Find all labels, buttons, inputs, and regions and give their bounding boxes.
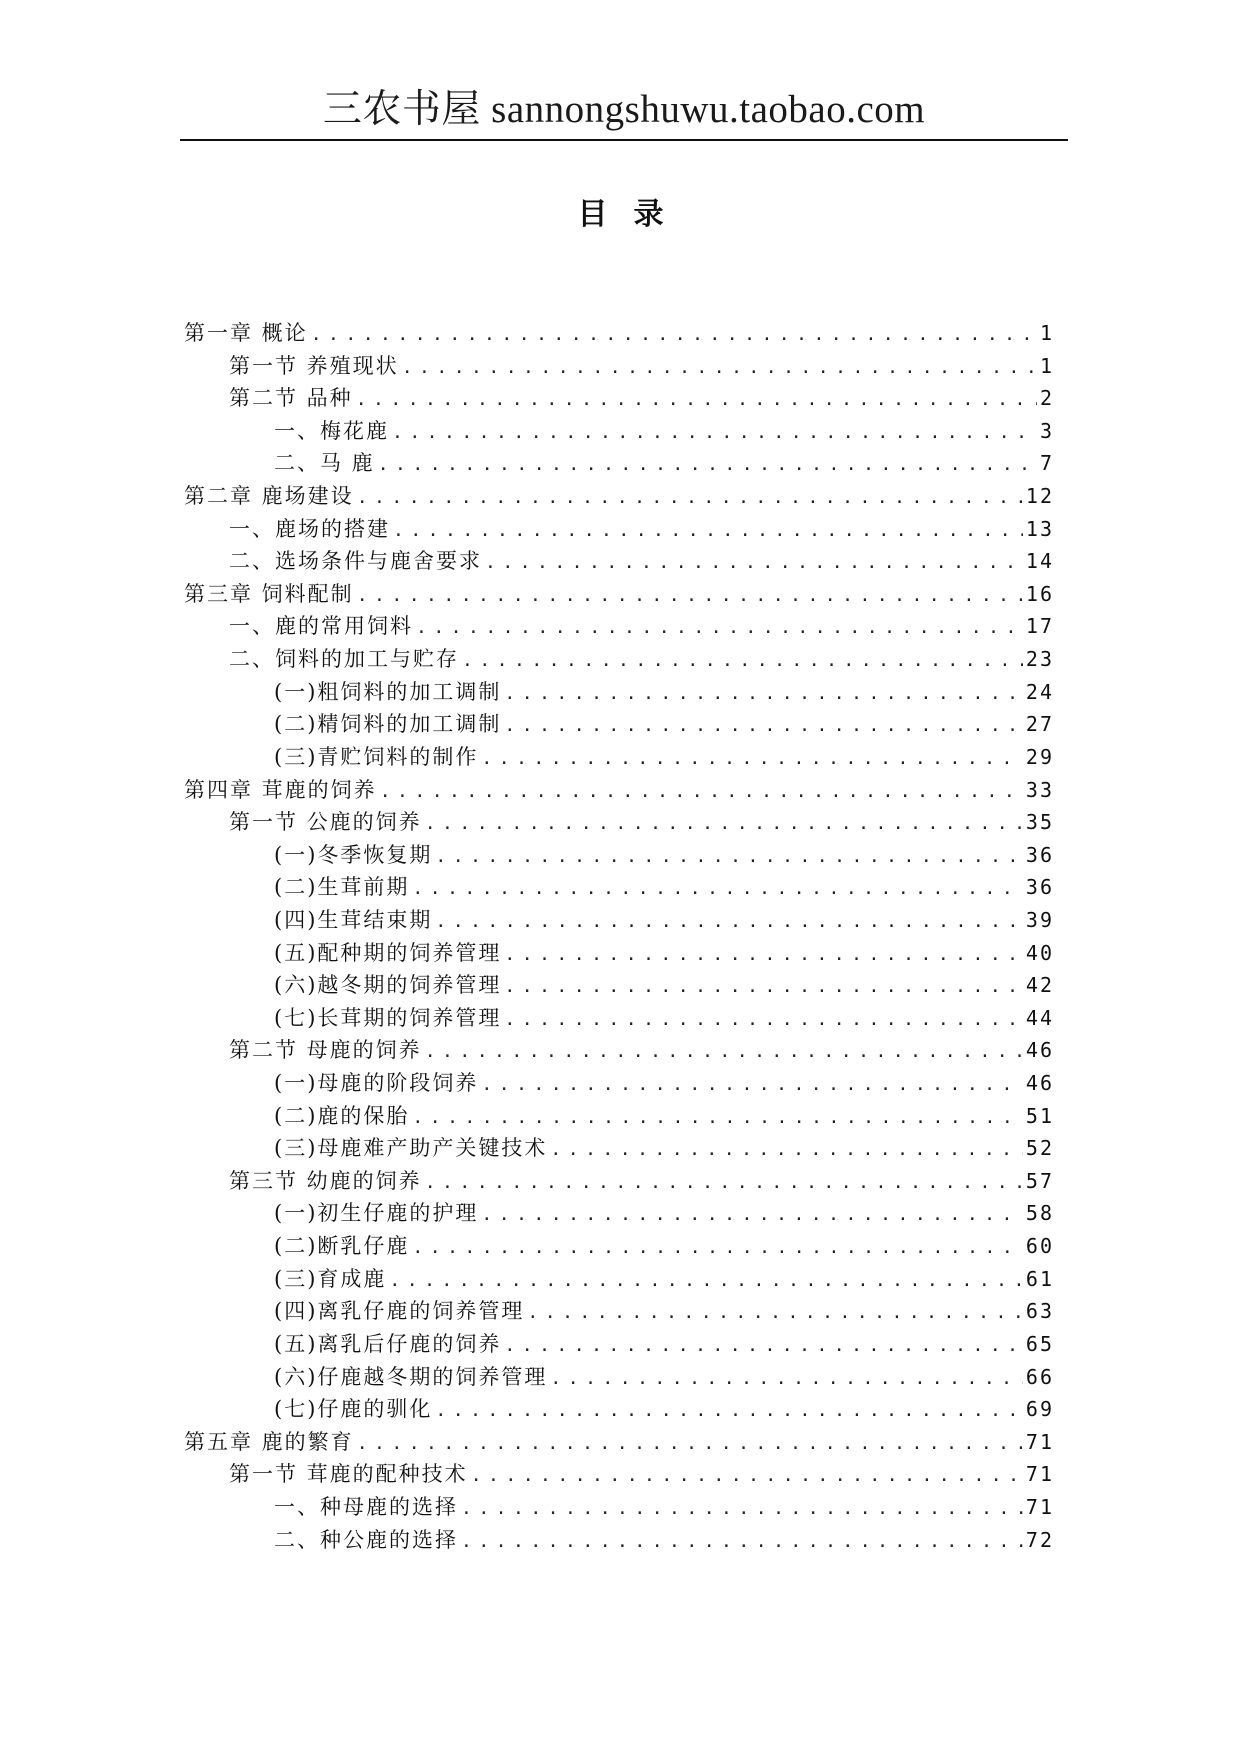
toc-page-number: 36 (1025, 875, 1054, 900)
toc-page-number: 46 (1025, 1071, 1054, 1096)
toc-entry[interactable] (184, 1328, 1054, 1361)
toc-page-number: 3 (1039, 418, 1054, 443)
toc-entry-label: (六)仔鹿越冬期的饲养管理 (274, 1364, 548, 1389)
toc-page-number: 72 (1025, 1527, 1054, 1552)
toc-entry[interactable] (184, 415, 1054, 448)
toc-dot-leader (425, 1167, 1023, 1200)
toc-dot-leader (462, 645, 1023, 678)
toc-page-number: 17 (1025, 614, 1054, 639)
toc-page-number: 35 (1025, 810, 1054, 835)
toc-dot-leader (504, 710, 1023, 743)
toc-page-number: 1 (1039, 321, 1054, 345)
toc-entry[interactable] (184, 1263, 1054, 1296)
toc-entry-label: (七)仔鹿的驯化 (274, 1397, 433, 1422)
toc-entry[interactable] (184, 1100, 1054, 1133)
toc-page-number: 46 (1025, 1038, 1054, 1063)
toc-entry[interactable] (184, 578, 1054, 611)
toc-entry[interactable] (184, 774, 1054, 807)
toc-entry-label: (二)鹿的保胎 (274, 1103, 410, 1128)
toc-entry-label: 第一节 茸鹿的配种技术 (229, 1462, 468, 1487)
toc-entry-label: 第二节 品种 (229, 386, 353, 411)
toc-dot-leader (461, 1493, 1023, 1526)
toc-dot-leader (435, 841, 1023, 874)
toc-entry[interactable] (184, 839, 1054, 872)
toc-entry-label: 一、鹿的常用饲料 (229, 614, 413, 639)
toc-dot-leader (435, 1395, 1023, 1428)
toc-entry[interactable] (184, 1132, 1054, 1165)
toc-entry-label: 第三节 幼鹿的饲养 (229, 1168, 422, 1193)
toc-page-number: 2 (1039, 386, 1054, 411)
toc-dot-leader (356, 384, 1037, 417)
toc-entry[interactable] (184, 643, 1054, 676)
toc-page-number: 44 (1025, 1005, 1054, 1030)
toc-entry-label: (五)离乳后仔鹿的饲养 (274, 1331, 502, 1356)
toc-dot-leader (311, 319, 1037, 352)
toc-dot-leader (357, 482, 1023, 515)
toc-page-number: 36 (1025, 842, 1054, 867)
toc-entry-label: 二、马 鹿 (274, 451, 375, 476)
toc-dot-leader (504, 971, 1023, 1004)
toc-entry[interactable] (184, 1524, 1054, 1557)
toc-page-number: 42 (1025, 973, 1054, 998)
toc-dot-leader (392, 417, 1037, 450)
toc-dot-leader (527, 1297, 1023, 1330)
toc-page-number: 65 (1025, 1331, 1054, 1356)
toc-page-number: 33 (1025, 777, 1054, 802)
toc-dot-leader (504, 678, 1023, 711)
toc-page-number: 40 (1025, 940, 1054, 965)
toc-entry[interactable] (184, 676, 1054, 709)
toc-page-number: 23 (1025, 647, 1054, 672)
toc-entry[interactable] (184, 708, 1054, 741)
toc-page-number: 16 (1025, 581, 1054, 606)
toc-entry-label: 二、饲料的加工与贮存 (229, 647, 459, 672)
toc-entry-label: (二)断乳仔鹿 (274, 1234, 410, 1259)
toc-dot-leader (435, 906, 1023, 939)
header-rule (180, 139, 1068, 141)
toc-dot-leader (412, 1232, 1023, 1265)
toc-entry[interactable] (184, 545, 1054, 578)
toc-entry[interactable] (184, 1426, 1054, 1459)
toc-dot-leader (393, 515, 1023, 548)
toc-dot-leader (357, 1428, 1023, 1461)
toc-entry[interactable] (184, 317, 1054, 350)
toc-dot-leader (504, 1330, 1023, 1363)
toc-entry[interactable] (184, 1393, 1054, 1426)
toc-entry-label: (三)育成鹿 (274, 1266, 387, 1291)
table-of-contents (184, 317, 1054, 1556)
toc-entry[interactable] (184, 480, 1054, 513)
toc-entry-label: (一)初生仔鹿的护理 (274, 1201, 479, 1226)
toc-page-number: 69 (1025, 1397, 1054, 1422)
toc-page-number: 29 (1025, 744, 1054, 769)
toc-dot-leader (402, 352, 1037, 385)
toc-page-number: 14 (1025, 549, 1054, 574)
toc-entry[interactable] (184, 1034, 1054, 1067)
page-title: 目录 (577, 197, 690, 232)
toc-page-number: 66 (1025, 1364, 1054, 1389)
toc-entry[interactable] (184, 1230, 1054, 1263)
toc-dot-leader (461, 1526, 1023, 1559)
toc-page-number: 12 (1025, 484, 1054, 509)
toc-dot-leader (357, 580, 1023, 613)
toc-entry[interactable] (184, 610, 1054, 643)
toc-entry[interactable] (184, 871, 1054, 904)
toc-page-number: 52 (1025, 1136, 1054, 1161)
toc-dot-leader (504, 939, 1023, 972)
toc-page-number: 7 (1039, 451, 1054, 476)
toc-entry-label: (一)冬季恢复期 (274, 842, 433, 867)
toc-entry[interactable] (184, 382, 1054, 415)
toc-page-number: 71 (1025, 1494, 1054, 1519)
toc-dot-leader (481, 1199, 1023, 1232)
toc-page-number: 27 (1025, 712, 1054, 737)
toc-dot-leader (471, 1460, 1023, 1493)
toc-page-number: 1 (1039, 353, 1054, 378)
toc-page-number: 61 (1025, 1266, 1054, 1291)
toc-entry-label: 一、梅花鹿 (274, 418, 389, 443)
toc-entry-label: 第一节 公鹿的饲养 (229, 810, 422, 835)
toc-entry[interactable] (184, 904, 1054, 937)
toc-page-number: 60 (1025, 1234, 1054, 1259)
toc-entry[interactable] (184, 447, 1054, 480)
toc-entry[interactable] (184, 741, 1054, 774)
toc-entry[interactable] (184, 513, 1054, 546)
toc-entry[interactable] (184, 1491, 1054, 1524)
toc-entry-label: (三)母鹿难产助产关键技术 (274, 1136, 548, 1161)
toc-entry-label: 第三章 饲料配制 (184, 581, 354, 606)
toc-page-number: 24 (1025, 679, 1054, 704)
toc-page-number: 71 (1025, 1429, 1054, 1454)
toc-entry-label: 二、种公鹿的选择 (274, 1527, 458, 1552)
toc-entry[interactable] (184, 1067, 1054, 1100)
toc-entry-label: (六)越冬期的饲养管理 (274, 973, 502, 998)
toc-entry-label: 第五章 鹿的繁育 (184, 1429, 354, 1454)
toc-entry-label: 第二章 鹿场建设 (184, 484, 354, 509)
toc-entry-label: (一)母鹿的阶段饲养 (274, 1071, 479, 1096)
toc-entry[interactable] (184, 350, 1054, 383)
toc-dot-leader (425, 808, 1023, 841)
toc-dot-leader (425, 1036, 1023, 1069)
toc-entry-label: 一、种母鹿的选择 (274, 1494, 458, 1519)
toc-page-number: 13 (1025, 516, 1054, 541)
toc-entry[interactable] (184, 937, 1054, 970)
toc-entry-label: 二、选场条件与鹿舍要求 (229, 549, 482, 574)
toc-dot-leader (550, 1363, 1023, 1396)
toc-dot-leader (550, 1134, 1023, 1167)
toc-entry-label: 第四章 茸鹿的饲养 (184, 777, 377, 802)
toc-page-number: 58 (1025, 1201, 1054, 1226)
toc-page-number: 39 (1025, 907, 1054, 932)
toc-page-number: 71 (1025, 1462, 1054, 1487)
toc-entry[interactable] (184, 1295, 1054, 1328)
toc-page-number: 57 (1025, 1168, 1054, 1193)
toc-entry-label: 第一节 养殖现状 (229, 353, 399, 378)
toc-entry[interactable] (184, 1002, 1054, 1035)
toc-dot-leader (504, 1004, 1023, 1037)
toc-entry-label: (五)配种期的饲养管理 (274, 940, 502, 965)
toc-dot-leader (389, 1265, 1023, 1298)
toc-entry-label: (四)离乳仔鹿的饲养管理 (274, 1299, 525, 1324)
page-header: 三农书屋 sannongshuwu.taobao.com (322, 88, 926, 131)
toc-entry[interactable] (184, 1458, 1054, 1491)
toc-entry[interactable] (184, 806, 1054, 839)
toc-page-number: 51 (1025, 1103, 1054, 1128)
toc-entry-label: 第一章 概论 (184, 321, 308, 345)
toc-entry-label: 第二节 母鹿的饲养 (229, 1038, 422, 1063)
toc-entry[interactable] (184, 1361, 1054, 1394)
toc-dot-leader (380, 776, 1023, 809)
toc-entry-label: (四)生茸结束期 (274, 907, 433, 932)
toc-dot-leader (481, 743, 1023, 776)
toc-entry-label: (一)粗饲料的加工调制 (274, 679, 502, 704)
toc-entry[interactable] (184, 969, 1054, 1002)
toc-dot-leader (481, 1069, 1023, 1102)
toc-dot-leader (416, 612, 1023, 645)
toc-page-number: 63 (1025, 1299, 1054, 1324)
toc-entry-label: (三)青贮饲料的制作 (274, 744, 479, 769)
toc-dot-leader (485, 547, 1023, 580)
toc-entry[interactable] (184, 1165, 1054, 1198)
toc-entry-label: (二)精饲料的加工调制 (274, 712, 502, 737)
toc-entry-label: (七)长茸期的饲养管理 (274, 1005, 502, 1030)
toc-entry[interactable] (184, 1197, 1054, 1230)
toc-dot-leader (412, 1102, 1023, 1135)
toc-entry-label: 一、鹿场的搭建 (229, 516, 390, 541)
toc-dot-leader (378, 449, 1037, 482)
toc-entry-label: (二)生茸前期 (274, 875, 410, 900)
toc-dot-leader (412, 873, 1023, 906)
